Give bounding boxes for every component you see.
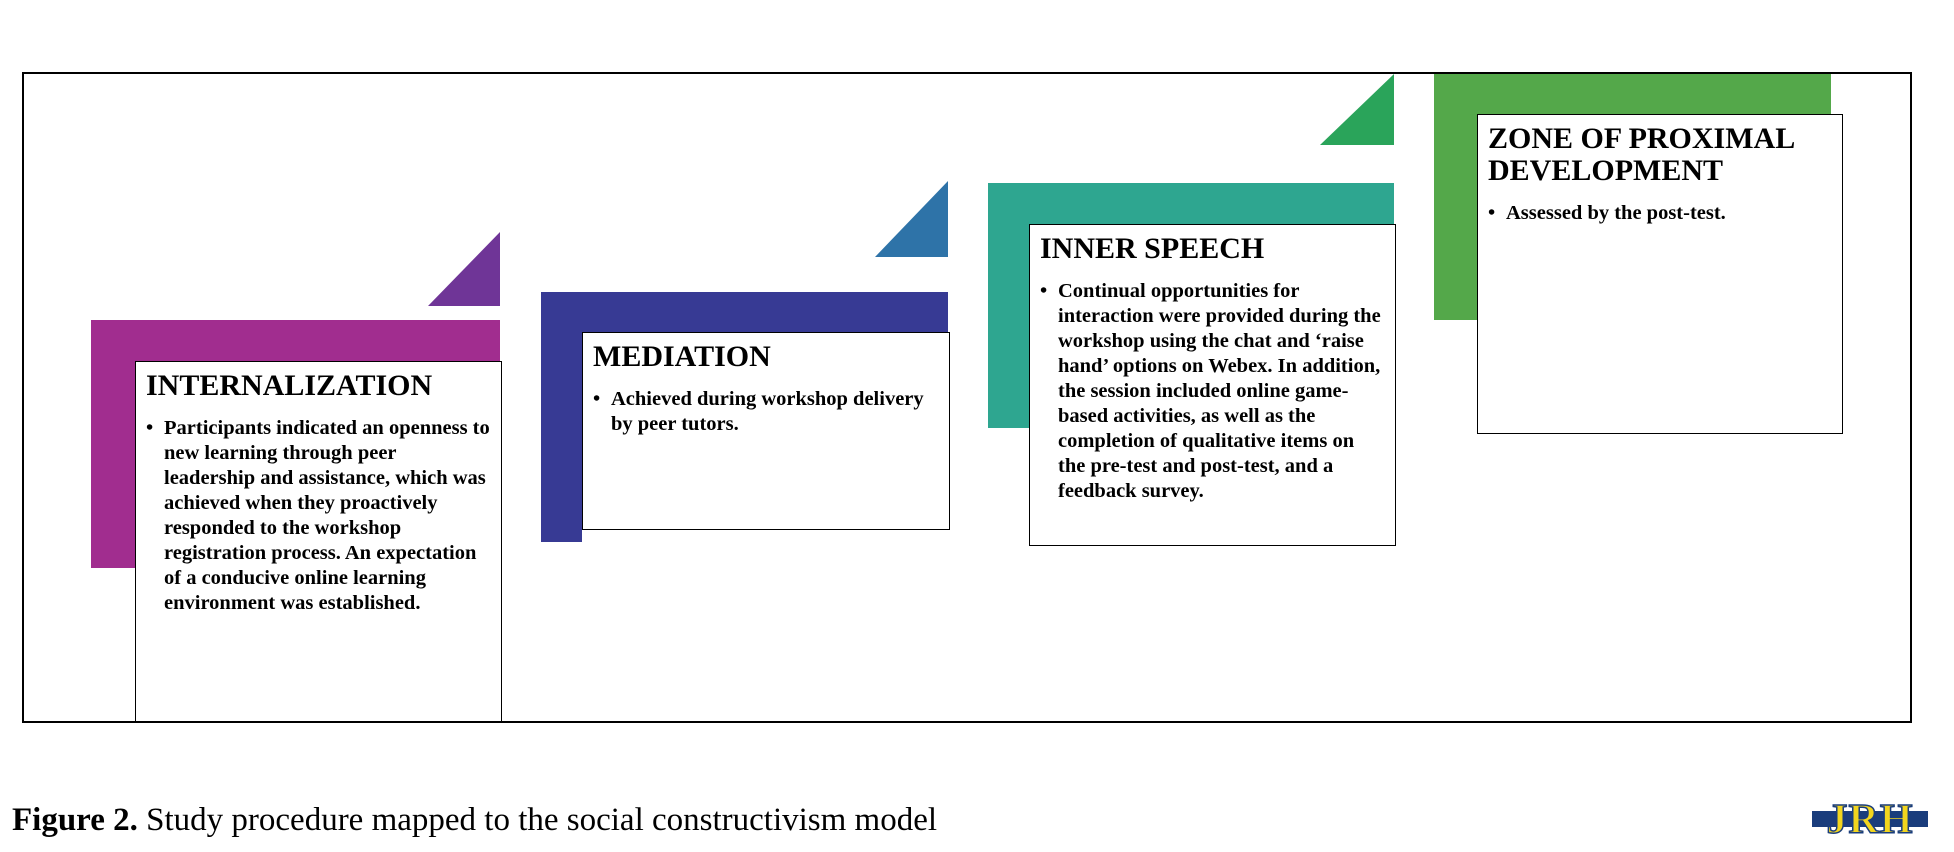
step-mediation [582, 332, 950, 530]
step-bullet-list [1040, 279, 1385, 504]
step-bullet-list [593, 387, 939, 437]
bullet-marker: • [1488, 202, 1496, 224]
bullet-marker: • [1040, 280, 1048, 302]
bullet-text: Achieved during workshop delivery by peer tutors. [611, 388, 924, 435]
bullet-text: Assessed by the post-test. [1506, 202, 1726, 224]
figure-caption [12, 800, 937, 840]
step-zpd [1477, 114, 1843, 434]
bullet-text: Participants indicated an openness to new learning through peer leadership and assistance, which was achieved when they proactively responded to the workshop registration process. An expectation of a conducive online learning environment was established. [164, 417, 490, 614]
bullet-item [593, 387, 939, 437]
inner-speech-arrow [1320, 74, 1394, 145]
step-bullet-list [146, 416, 491, 616]
logo-text: JRH [1826, 798, 1914, 840]
internalization-arrow [428, 232, 500, 306]
step-title: MEDIATION [593, 340, 771, 373]
bullet-marker: • [593, 388, 601, 410]
step-bullet-list [1488, 201, 1832, 226]
step-inner-speech [1029, 224, 1396, 546]
bullet-item [1040, 279, 1385, 504]
bullet-item [146, 416, 491, 616]
step-title: INNER SPEECH [1040, 232, 1265, 265]
mediation-arrow [875, 181, 948, 257]
step-title: ZONE OF PROXIMAL DEVELOPMENT [1488, 122, 1794, 187]
diagram-frame [22, 72, 1912, 723]
figure-caption-text: Study procedure mapped to the social constructivism model [137, 802, 938, 838]
bullet-item [1488, 201, 1832, 226]
bullet-marker: • [146, 417, 154, 439]
figure-label: Figure 2. [12, 802, 138, 838]
bullet-text: Continual opportunities for interaction were provided during the workshop using the chat and ‘raise hand’ options on Webex. In addition, the session included online game-based activities, as well as the completion of qualitative items on the pre-test and post-test, and a feedback survey. [1058, 280, 1381, 502]
step-title: INTERNALIZATION [146, 369, 433, 402]
jrh-logo [1812, 798, 1928, 840]
step-internalization [135, 361, 502, 723]
